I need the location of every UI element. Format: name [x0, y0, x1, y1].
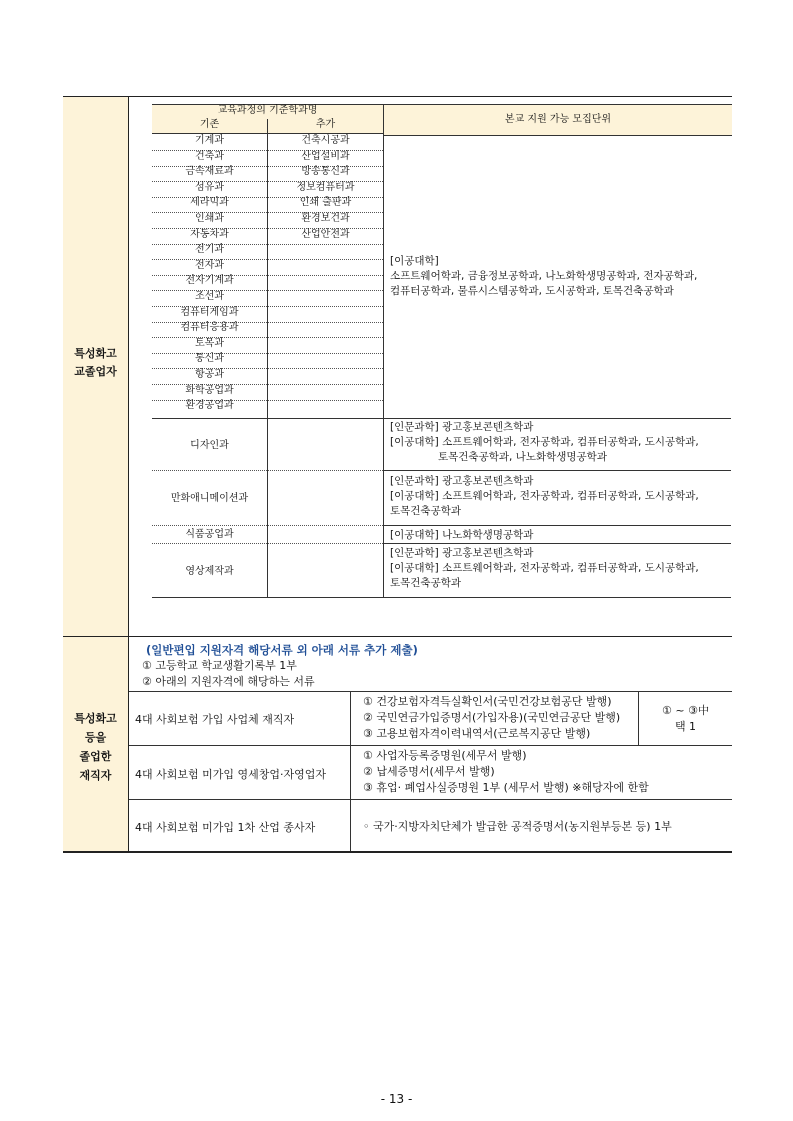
- special-units-line: 토목건축공학과, 나노화학생명공학과: [438, 451, 607, 463]
- section-divider: [63, 636, 732, 637]
- doc-row-divider: [129, 799, 732, 800]
- doc-row-docs: [363, 819, 672, 835]
- basic-cell: 컴퓨터게임과: [180, 306, 239, 318]
- table-row: [152, 244, 383, 260]
- divider-h-2b: [383, 525, 731, 526]
- doc-line: ◦ 국가·지방자치단체가 발급한 공적증명서(농지원부등본 등) 1부: [363, 820, 672, 833]
- block-units-line: 소프트웨어학과, 금융정보공학과, 나노화학생명공학과, 전자공학과,: [390, 270, 698, 282]
- section2-title: (일반편입 지원자격 해당서류 외 아래 서류 추가 제출): [146, 643, 418, 657]
- doc-table-top: [129, 691, 732, 692]
- added-cell: 산업안전과: [301, 228, 350, 240]
- doc-line: ② 납세증명서(세무서 발행): [363, 765, 495, 778]
- added-cell: 산업설비과: [301, 150, 350, 162]
- col-added-header: 추가: [268, 119, 383, 134]
- table-bottom: [152, 597, 731, 598]
- special-units-line: 토목건축공학과: [390, 577, 462, 589]
- divider-v2: [383, 134, 384, 598]
- special-basic-cell: 만화애니메이션과: [170, 493, 249, 504]
- col-basic-header: 기존: [152, 119, 268, 134]
- basic-cell: 환경공업과: [185, 400, 234, 412]
- basic-cell: 섬유과: [195, 181, 224, 193]
- doc-note: [639, 703, 732, 735]
- category-cell-2: [63, 637, 129, 851]
- section2-item: ① 고등학교 학교생활기록부 1부: [142, 659, 297, 672]
- divider-h-3: [152, 543, 383, 544]
- added-cell: 정보컴퓨터과: [296, 181, 355, 193]
- table-row: [152, 400, 383, 415]
- added-cell: 인쇄 출판과: [299, 197, 352, 209]
- doc-col-divider: [350, 691, 351, 851]
- table-row: [152, 135, 383, 151]
- basic-cell: 전자기계과: [185, 275, 234, 287]
- table-row: [152, 182, 383, 198]
- doc-row-label: 4대 사회보험 가입 사업체 재직자: [135, 713, 295, 726]
- table-row: [152, 229, 383, 245]
- table-row: [152, 260, 383, 276]
- category-1-line2: 교졸업자: [74, 365, 117, 378]
- special-units-line: [인문과학] 광고홍보콘텐츠학과: [390, 547, 534, 559]
- category-2-line3: 졸업한: [79, 750, 112, 763]
- basic-cell: 항공과: [195, 369, 224, 380]
- divider-h-2: [152, 525, 383, 526]
- basic-cell: 건축과: [195, 150, 224, 162]
- special-units: [390, 474, 730, 519]
- basic-cell: 토목과: [195, 337, 224, 349]
- block-units: [390, 254, 730, 299]
- table-row: [152, 338, 383, 354]
- basic-cell: 전기과: [195, 244, 224, 256]
- category-2-line1: 특성화고: [74, 712, 117, 725]
- table-row: [152, 166, 383, 182]
- divider-h-1b: [383, 470, 731, 471]
- doc-row-docs: [363, 694, 620, 742]
- category-1-line1: 특성화고: [74, 347, 117, 360]
- top-border: [63, 96, 732, 97]
- special-basic-cell: 식품공업과: [185, 529, 234, 540]
- doc-line: ③ 고용보험자격이력내역서(근로복지공단 발행): [363, 727, 591, 740]
- special-basic-cell: 영상제작과: [185, 566, 234, 577]
- added-cell: 방송통신과: [301, 166, 350, 178]
- doc-line: ① 사업자등록증명원(세무서 발행): [363, 749, 527, 762]
- special-units-line: [이공대학] 소프트웨어학과, 전자공학과, 컴퓨터공학과, 도시공학과,: [390, 436, 699, 448]
- bottom-border: [63, 851, 732, 853]
- major-table: [152, 104, 731, 598]
- basic-cell: 화학공업과: [185, 384, 234, 396]
- doc-line: ② 국민연금가입증명서(가입자용)(국민연금공단 발행): [363, 711, 621, 724]
- table-row: [152, 307, 383, 323]
- doc-table: [129, 691, 732, 851]
- basic-cell: 컴퓨터응용과: [180, 322, 239, 334]
- divider-h-3b: [383, 543, 731, 544]
- doc-note-line: ① ~ ③中: [662, 704, 709, 717]
- table-row: [152, 213, 383, 229]
- doc-line: ③ 휴업· 폐업사실증명원 1부 (세무서 발행) ※해당자에 한함: [363, 781, 649, 794]
- basic-cell: 기계과: [195, 135, 224, 146]
- category-2-line2: 등을: [84, 731, 107, 744]
- group-header: 교육과정의 기준학과명: [152, 104, 383, 120]
- basic-cell: 조선과: [195, 291, 224, 302]
- special-units-line: [이공대학] 나노화학생명공학과: [390, 529, 534, 541]
- doc-row-docs: [363, 748, 649, 796]
- table-row: [152, 197, 383, 213]
- doc-row-divider: [129, 745, 732, 746]
- special-units-line: [이공대학] 소프트웨어학과, 전자공학과, 컴퓨터공학과, 도시공학과,: [390, 562, 699, 574]
- added-cell: 환경보건과: [301, 213, 350, 224]
- table-row: [152, 369, 383, 385]
- table-row: [152, 291, 383, 307]
- block-units-line: [이공대학]: [390, 255, 439, 267]
- basic-cell: 세라믹과: [190, 197, 229, 209]
- special-units-line: [이공대학] 소프트웨어학과, 전자공학과, 컴퓨터공학과, 도시공학과,: [390, 490, 699, 502]
- table-row: [152, 353, 383, 369]
- special-units-line: [인문과학] 광고홍보콘텐츠학과: [390, 475, 534, 487]
- doc-line: ① 건강보험자격득실확인서(국민건강보험공단 발행): [363, 695, 612, 708]
- special-units: [390, 420, 730, 465]
- block-units-line: 컴퓨터공학과, 물류시스템공학과, 도시공학과, 토목건축공학과: [390, 285, 674, 297]
- special-basic-cell: 디자인과: [190, 440, 229, 451]
- category-2-line4: 재직자: [79, 769, 112, 782]
- basic-cell: 인쇄과: [195, 213, 224, 224]
- doc-row-label: 4대 사회보험 미가입 1차 산업 종사자: [135, 821, 316, 834]
- basic-cell: 금속재료과: [185, 166, 234, 178]
- category-cell-1: [63, 97, 129, 636]
- divider-h-1: [152, 470, 383, 471]
- basic-cell: 통신과: [195, 353, 224, 365]
- section2-item: ② 아래의 지원자격에 해당하는 서류: [142, 675, 315, 688]
- col-units-header: 본교 지원 가능 모집단위: [383, 104, 732, 136]
- special-units-line: 토목건축공학과: [390, 505, 462, 517]
- added-cell: 건축시공과: [301, 135, 350, 146]
- table-row: [152, 385, 383, 401]
- table-row: [152, 322, 383, 338]
- doc-row-label: 4대 사회보험 미가입 영세창업·자영업자: [135, 768, 326, 781]
- special-units: [390, 546, 730, 591]
- basic-cell: 전자과: [195, 259, 224, 271]
- divider-h-block: [152, 418, 731, 419]
- special-units: [390, 528, 730, 543]
- basic-cell: 자동차과: [190, 228, 229, 240]
- table-row: [152, 275, 383, 291]
- table-row: [152, 151, 383, 167]
- page-number: - 13 -: [380, 1092, 413, 1106]
- special-units-line: [인문과학] 광고홍보콘텐츠학과: [390, 421, 534, 433]
- doc-note-line: 택 1: [674, 720, 697, 733]
